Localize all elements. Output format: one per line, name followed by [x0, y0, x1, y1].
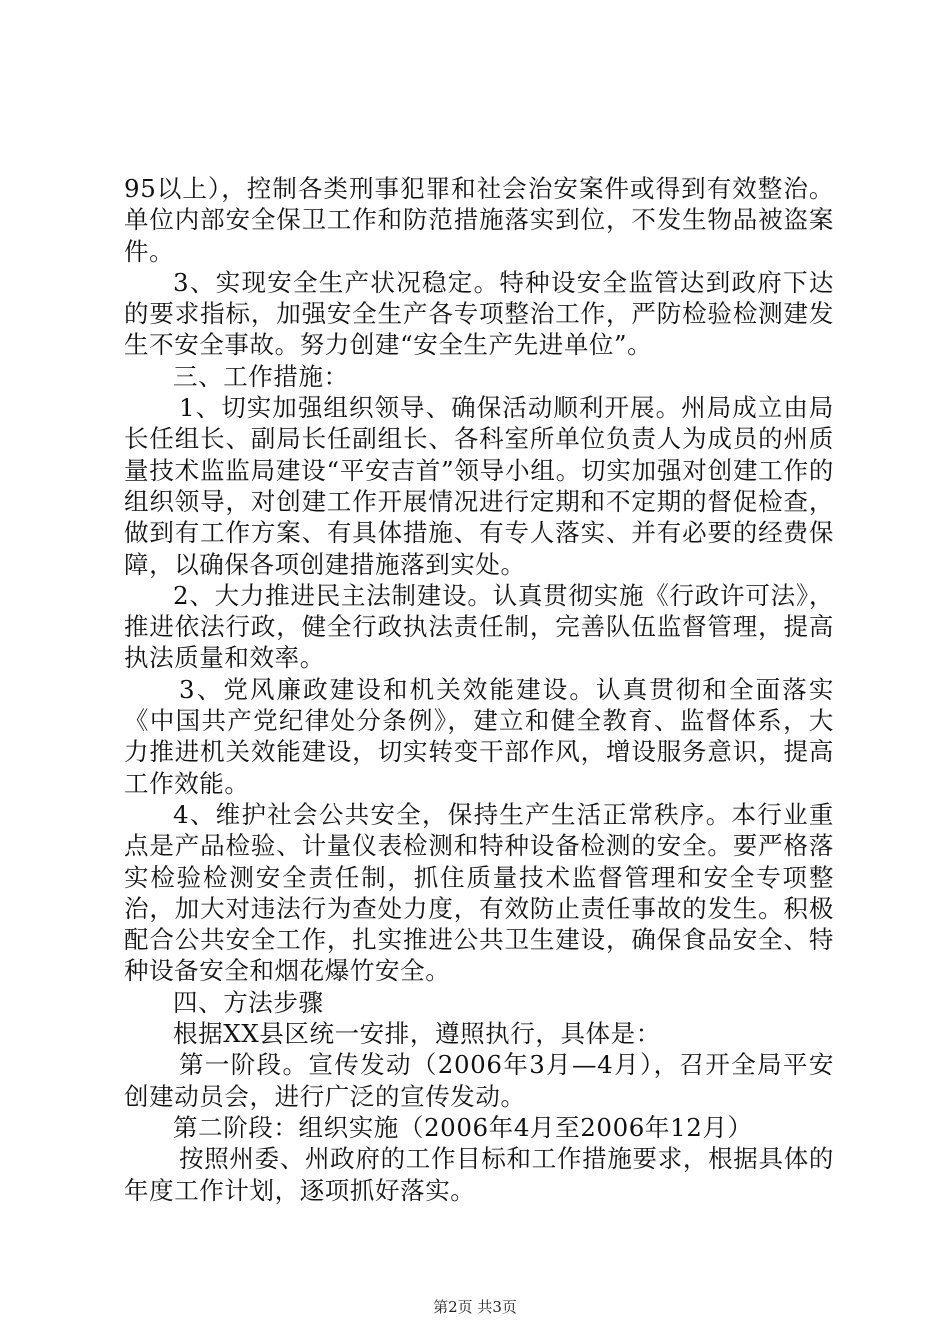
paragraph-measure-2: 2、大力推进民主法制建设。认真贯彻实施《行政许可法》，推进依法行政，健全行政执法责任制，完善队伍监督管理，提高执法质量和效率。: [124, 580, 834, 673]
paragraph-measure-3: 3、党风廉政建设和机关效能建设。认真贯彻和全面落实《中国共产党纪律处分条例》，建立和健全教育、监督体系，大力推进机关效能建设，切实转变干部作风，增设服务意识，提高工作效能。: [124, 674, 834, 798]
paragraph-measure-4: 4、维护社会公共安全，保持生产生活正常秩序。本行业重点是产品检验、计量仪表检测和特种设备检测的安全。要严格落实检验检测安全责任制，抓住质量技术监督管理和安全专项整治，加大对违法行为查处力度，有效防止责任事故的发生。积极配合公共安全工作，扎实推进公共卫生建设，确保食品安全、特种设备安全和烟花爆竹安全。: [124, 799, 834, 986]
paragraph-2: 3、实现安全生产状况稳定。特种设安全监管达到政府下达的要求指标，加强安全生产各专项整治工作，严防检验检测建发生不安全事故。努力创建“安全生产先进单位”。: [124, 267, 834, 360]
section-heading-work-measures: 三、工作措施：: [173, 361, 349, 391]
document-body: [124, 173, 834, 1206]
paragraph-stage-1: 第一阶段。宣传发动（2006年3月—4月），召开全局平安创建动员会，进行广泛的宣传发动。: [124, 1050, 834, 1111]
page-footer: [0, 1297, 950, 1317]
paragraph-arrangement: 根据XX县区统一安排，遵照执行，具体是：: [173, 1019, 661, 1049]
section-heading-method-steps: 四、方法步骤: [173, 987, 324, 1017]
paragraph-measure-1: 1、切实加强组织领导、确保活动顺利开展。州局成立由局长任组长、副局长任副组长、各科室所单位负责人为成员的州质量技术监监局建设“平安吉首”领导小组。切实加强对创建工作的组织领导，对创建工作开展情况进行定期和不定期的督促检查，做到有工作方案、有具体措施、有专人落实、并有必要的经费保障，以确保各项创建措施落到实处。: [124, 393, 834, 579]
page-number-label: 第2页 共3页: [433, 1298, 517, 1316]
paragraph-1: 95以上），控制各类刑事犯罪和社会治安案件或得到有效整治。单位内部安全保卫工作和防范措施落实到位，不发生物品被盗案件。: [124, 174, 834, 266]
paragraph-stage-2-detail: 按照州委、州政府的工作目标和工作措施要求，根据具体的年度工作计划，逐项抓好落实。: [124, 1144, 834, 1205]
paragraph-stage-2: 第二阶段：组织实施（2006年4月至2006年12月）: [173, 1112, 753, 1142]
